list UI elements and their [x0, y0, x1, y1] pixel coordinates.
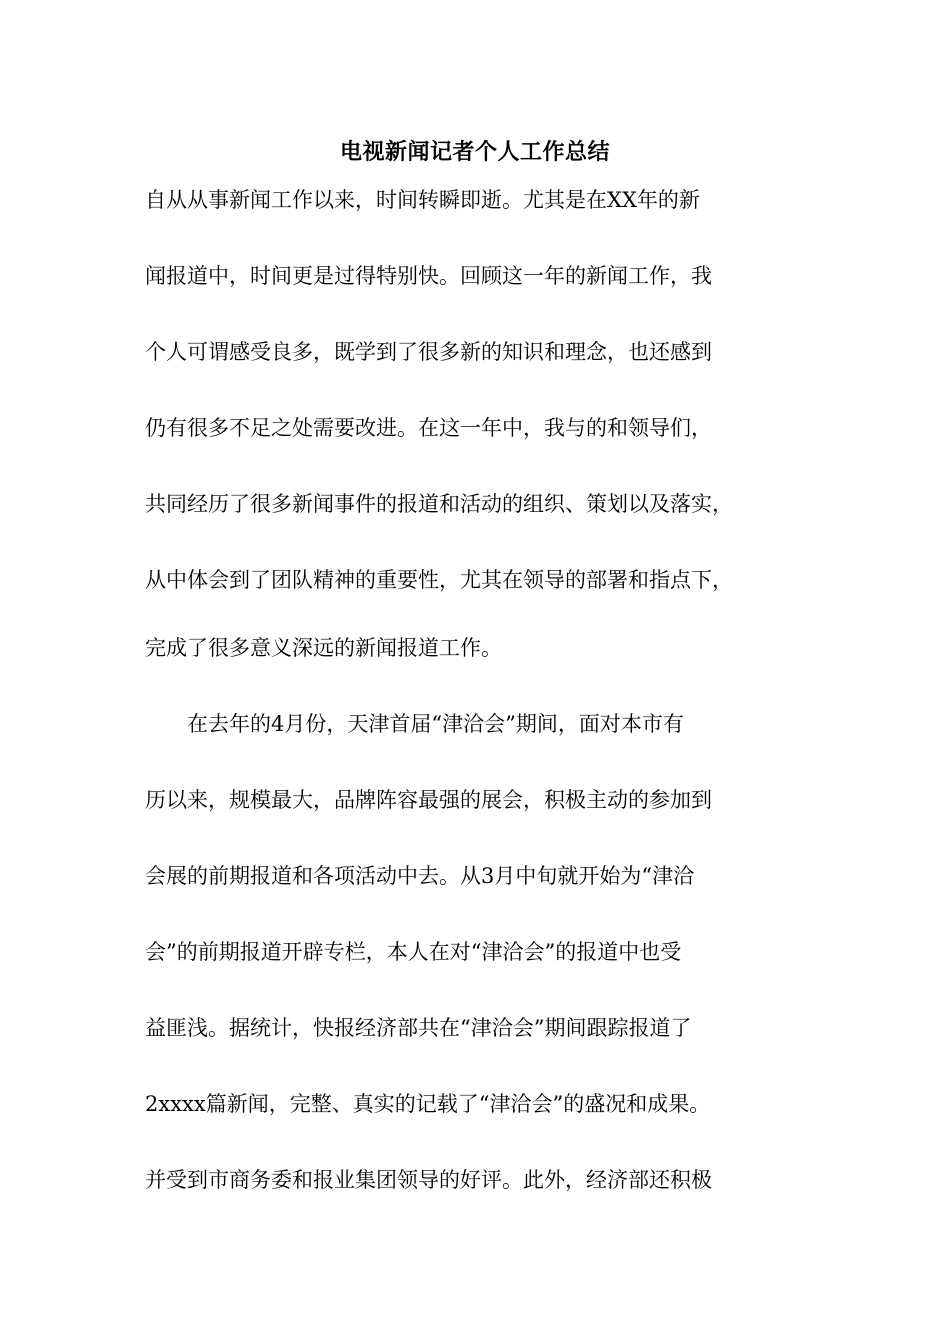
body-line: 自从从事新闻工作以来，时间转瞬即逝。尤其是在XX年的新 [145, 188, 700, 212]
body-line: 共同经历了很多新闻事件的报道和活动的组织、策划以及落实， [145, 492, 733, 516]
body-line: 会”的前期报道开辟专栏，本人在对“津洽会”的报道中也受 [145, 940, 682, 964]
body-line: 个人可谓感受良多，既学到了很多新的知识和理念，也还感到 [145, 340, 712, 364]
body-line: 在去年的4月份，天津首届“津洽会”期间，面对本市有 [145, 712, 684, 736]
body-line: 闻报道中，时间更是过得特别快。回顾这一年的新闻工作，我 [145, 264, 712, 288]
body-line: 完成了很多意义深远的新闻报道工作。 [145, 636, 502, 660]
body-line: 会展的前期报道和各项活动中去。从3月中旬就开始为“津洽 [145, 864, 695, 888]
body-line: 益匪浅。据统计，快报经济部共在“津洽会”期间跟踪报道了 [145, 1016, 692, 1040]
body-line: 历以来，规模最大，品牌阵容最强的展会，积极主动的参加到 [145, 788, 712, 812]
document-title: 电视新闻记者个人工作总结 [339, 139, 610, 165]
body-line: 从中体会到了团队精神的重要性，尤其在领导的部署和指点下， [145, 568, 733, 592]
body-line: 2xxxx篇新闻，完整、真实的记载了“津洽会”的盛况和成果。 [145, 1092, 711, 1116]
body-line: 仍有很多不足之处需要改进。在这一年中，我与的和领导们， [145, 416, 712, 440]
body-line: 并受到市商务委和报业集团领导的好评。此外，经济部还积极 [145, 1168, 712, 1192]
